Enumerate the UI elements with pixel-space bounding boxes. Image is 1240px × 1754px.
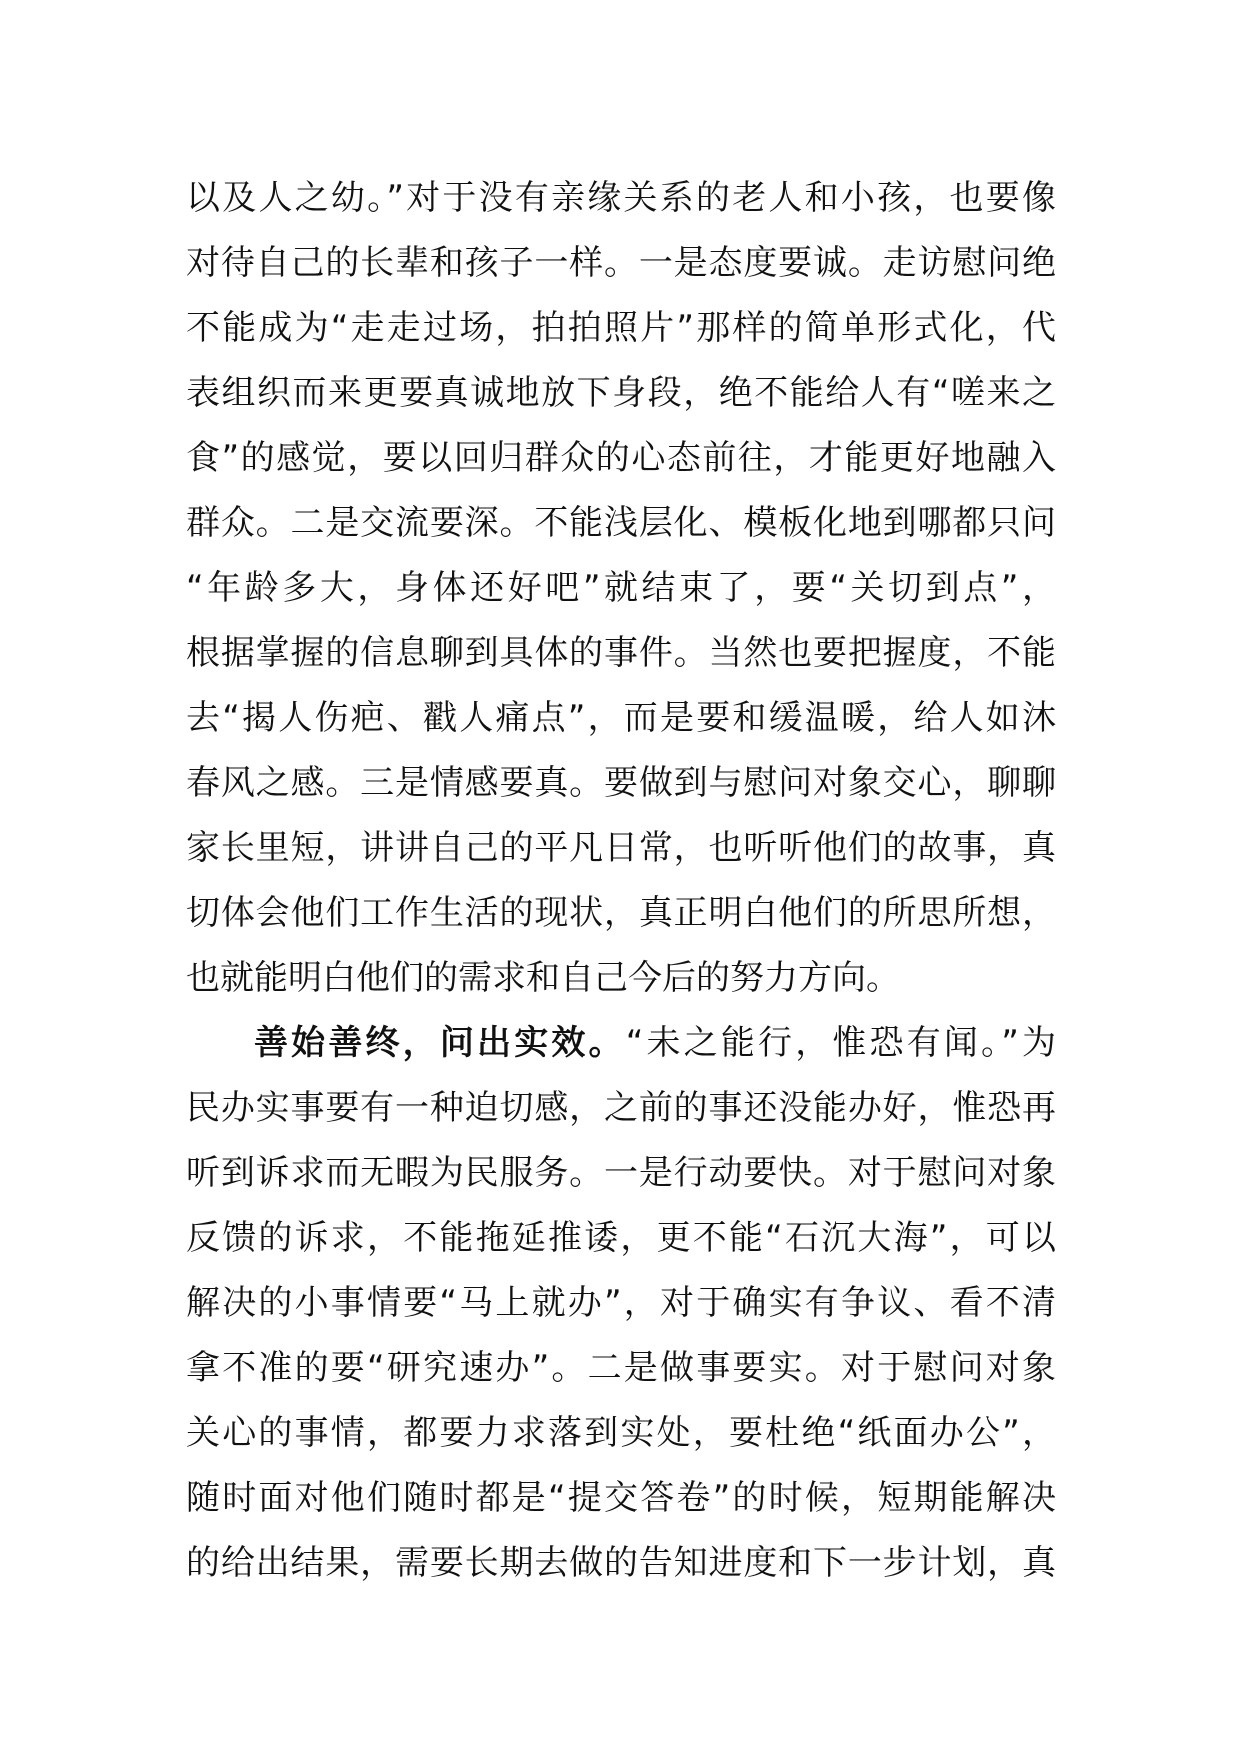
text-line: 春风之感。三是情感要真。要做到与慰问对象交心，聊聊 <box>186 763 1056 803</box>
text-line: 切体会他们工作生活的现状，真正明白他们的所思所想， <box>186 893 1056 933</box>
text-line: 家长里短，讲讲自己的平凡日常，也听听他们的故事，真 <box>186 828 1056 868</box>
document-body <box>186 166 1056 1596</box>
text-line: 群众。二是交流要深。不能浅层化、模板化地到哪都只问 <box>186 503 1056 543</box>
paragraph-1 <box>186 166 1056 1011</box>
text-line: 不能成为“走走过场，拍拍照片”那样的简单形式化，代 <box>186 308 1056 348</box>
text-line: 听到诉求而无暇为民服务。一是行动要快。对于慰问对象 <box>186 1153 1056 1193</box>
text-span: “未之能行，惟恐有闻。”为 <box>625 1023 1057 1063</box>
text-line: 食”的感觉，要以回归群众的心态前往，才能更好地融入 <box>186 438 1056 478</box>
text-line: “年龄多大，身体还好吧”就结束了，要“关切到点”， <box>186 568 1056 608</box>
paragraph-2 <box>186 1011 1056 1596</box>
text-line: 也就能明白他们的需求和自己今后的努力方向。 <box>186 958 900 998</box>
paragraph-first-line <box>186 1011 1056 1076</box>
text-line: 拿不准的要“研究速办”。二是做事要实。对于慰问对象 <box>186 1348 1056 1388</box>
text-line: 的给出结果，需要长期去做的告知进度和下一步计划，真 <box>186 1543 1056 1583</box>
text-line: 反馈的诉求，不能拖延推诿，更不能“石沉大海”，可以 <box>186 1218 1056 1258</box>
text-line: 随时面对他们随时都是“提交答卷”的时候，短期能解决 <box>186 1478 1056 1518</box>
text-line: 对待自己的长辈和孩子一样。一是态度要诚。走访慰问绝 <box>186 243 1056 283</box>
text-line: 解决的小事情要“马上就办”，对于确实有争议、看不清 <box>186 1283 1056 1323</box>
text-line: 表组织而来更要真诚地放下身段，绝不能给人有“嗟来之 <box>186 373 1056 413</box>
paragraph-heading: 善始善终，问出实效。 <box>254 1023 626 1063</box>
text-line: 根据掌握的信息聊到具体的事件。当然也要把握度，不能 <box>186 633 1056 673</box>
text-line: 以及人之幼。”对于没有亲缘关系的老人和小孩，也要像 <box>186 178 1056 218</box>
text-line: 民办实事要有一种迫切感，之前的事还没能办好，惟恐再 <box>186 1088 1056 1128</box>
text-line: 关心的事情，都要力求落到实处，要杜绝“纸面办公”， <box>186 1413 1056 1453</box>
text-line: 去“揭人伤疤、戳人痛点”，而是要和缓温暖，给人如沐 <box>186 698 1056 738</box>
